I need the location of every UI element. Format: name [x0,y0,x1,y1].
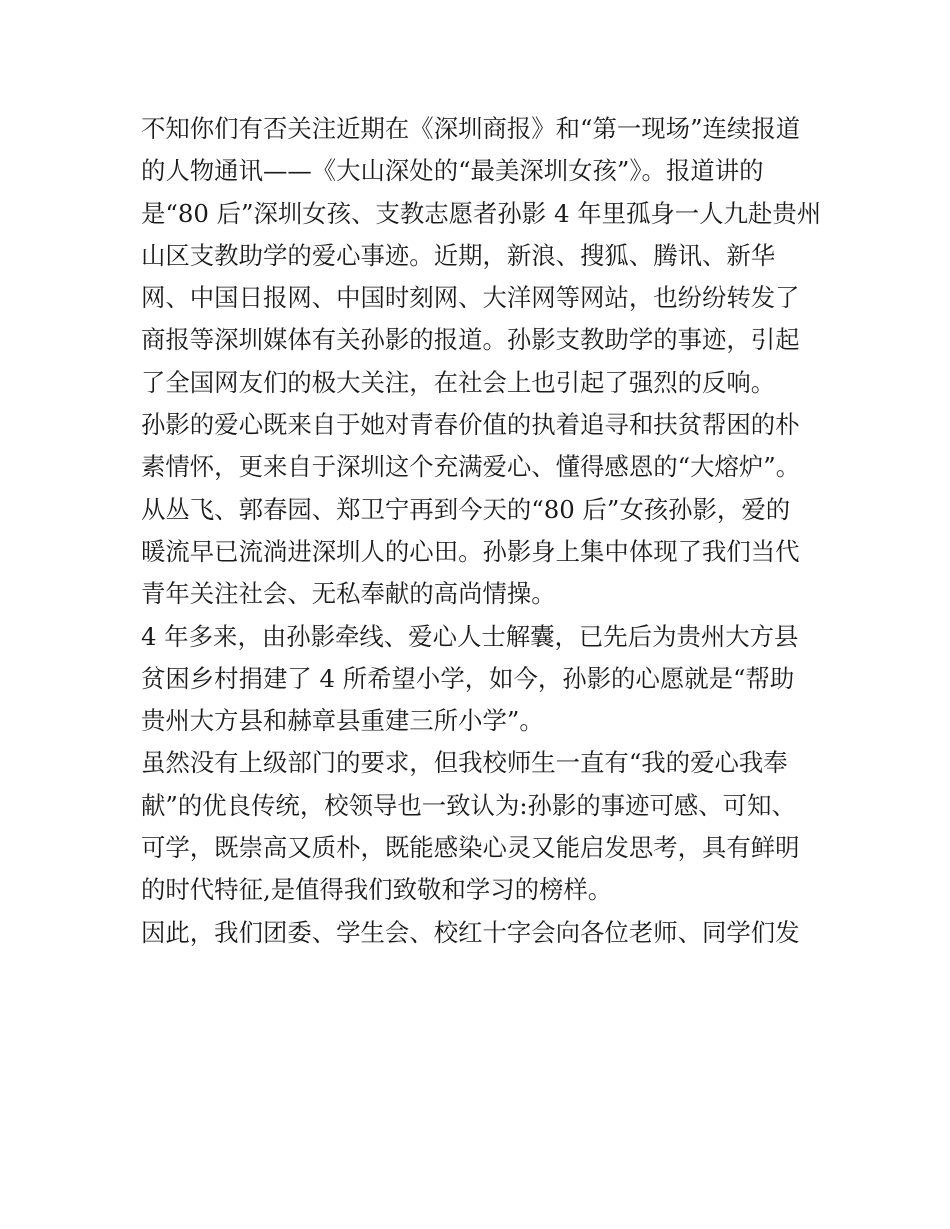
text-line: 孙影的爱心既来自于她对青春价值的执着追寻和扶贫帮困的朴 [141,410,800,440]
text-line: 虽然没有上级部门的要求，但我校师生一直有“我的爱心我奉 [141,748,788,778]
text-line: 的时代特征,是值得我们致敬和学习的榜样。 [141,875,613,905]
text-line: 了全国网友们的极大关注，在社会上也引起了强烈的反响。 [141,367,776,397]
text-line: 商报等深圳媒体有关孙影的报道。孙影支教助学的事迹，引起 [141,325,800,355]
text-line: 献”的优良传统，校领导也一致认为:孙影的事迹可感、可知、 [141,790,796,820]
text-line: 贫困乡村捐建了 4 所希望小学，如今，孙影的心愿就是“帮助 [141,663,795,693]
text-line: 贵州大方县和赫章县重建三所小学”。 [141,706,544,736]
text-line: 青年关注社会、无私奉献的高尚情操。 [141,579,556,609]
text-line: 不知你们有否关注近期在《深圳商报》和“第一现场”连续报道 [141,114,801,143]
text-line: 是“80 后”深圳女孩、支教志愿者孙影 4 年里孤身一人九赴贵州 [141,198,822,228]
text-line: 网、中国日报网、中国时刻网、大洋网等网站，也纷纷转发了 [141,283,800,313]
text-line: 因此，我们团委、学生会、校红十字会向各位老师、同学们发 [141,917,800,947]
text-line: 素情怀，更来自于深圳这个充满爱心、懂得感恩的“大熔炉”。 [141,452,801,482]
text-line: 暖流早已流淌进深圳人的心田。孙影身上集中体现了我们当代 [141,536,800,566]
text-line: 4 年多来，由孙影牵线、爱心人士解囊，已先后为贵州大方县 [141,621,799,651]
text-line: 山区支教助学的爱心事迹。近期，新浪、搜狐、腾讯、新华 [141,240,776,270]
body-text [141,108,821,954]
text-line: 从丛飞、郭春园、郑卫宁再到今天的“80 后”女孩孙影，爱的 [141,494,791,524]
text-line: 可学，既崇高又质朴，既能感染心灵又能启发思考，具有鲜明 [141,833,800,863]
text-line: 的人物通讯——《大山深处的“最美深圳女孩”》。报道讲的 [141,156,764,186]
